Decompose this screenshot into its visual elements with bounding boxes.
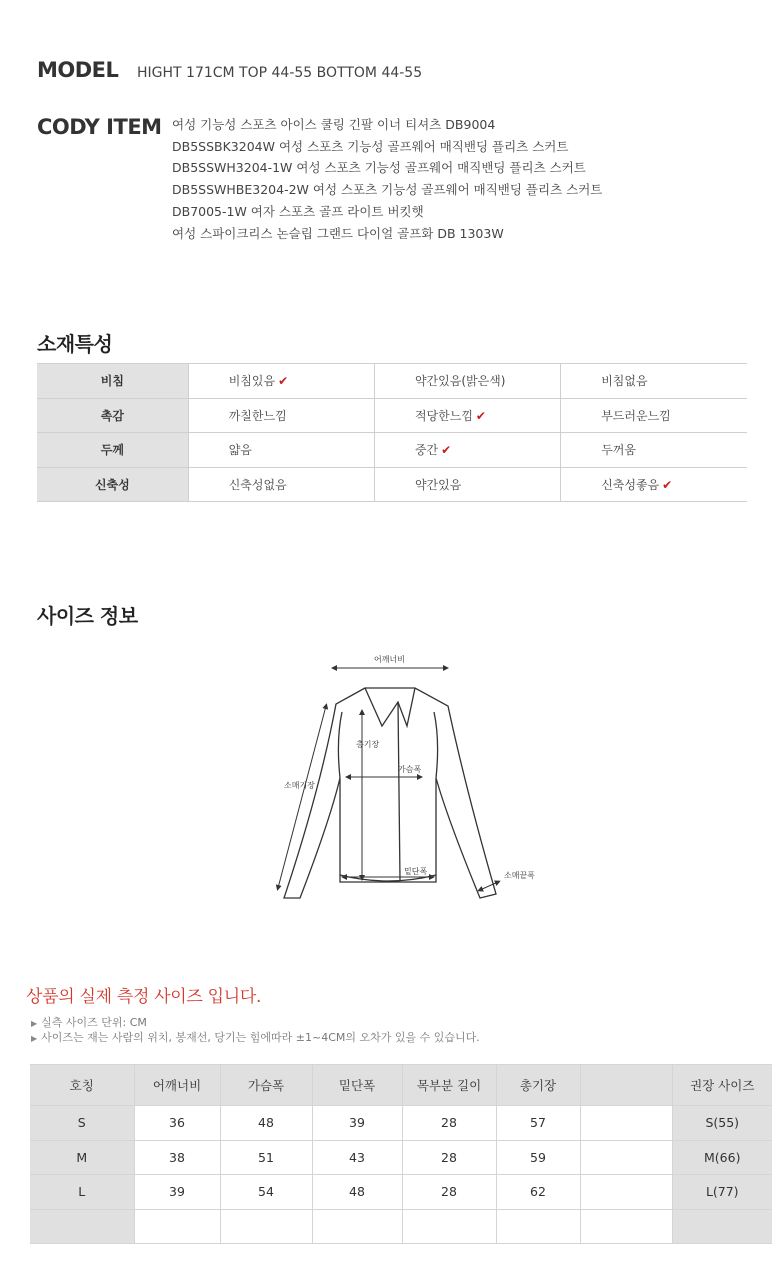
material-option bbox=[374, 467, 560, 502]
size-table-header-cell: 목부분 길이 bbox=[402, 1065, 496, 1106]
size-table-cell bbox=[580, 1209, 672, 1244]
size-table bbox=[30, 1064, 772, 1244]
size-table-header-cell: 밑단폭 bbox=[312, 1065, 402, 1106]
label-chest: 가슴폭 bbox=[398, 765, 422, 774]
material-option bbox=[188, 433, 374, 468]
material-option-label: 부드러운느낌 bbox=[601, 408, 671, 423]
note-item: ▶ 실측 사이즈 단위: CM bbox=[31, 1016, 480, 1031]
check-mark-icon: ✔ bbox=[475, 408, 486, 423]
size-table-cell: 48 bbox=[220, 1106, 312, 1141]
cody-item: DB5SSBK3204W 여성 스포츠 기능성 골프웨어 매직밴딩 플리츠 스커트 bbox=[172, 138, 569, 154]
material-row-label: 비침 bbox=[37, 364, 188, 399]
material-option-label: 신축성좋음 bbox=[601, 477, 660, 492]
material-option bbox=[374, 398, 560, 433]
size-table-header-cell bbox=[580, 1065, 672, 1106]
label-hem: 밑단폭 bbox=[404, 867, 428, 876]
check-mark-icon: ✔ bbox=[441, 443, 452, 458]
material-option-label: 약간있음 bbox=[414, 477, 462, 492]
material-option-label: 약간있음(밝은색) bbox=[414, 374, 506, 389]
material-option bbox=[561, 433, 747, 468]
material-option bbox=[374, 364, 560, 399]
size-table-cell: 59 bbox=[496, 1140, 580, 1175]
size-table-cell: S bbox=[30, 1106, 134, 1141]
size-table-row bbox=[30, 1209, 772, 1244]
label-total-length: 총기장 bbox=[356, 740, 380, 749]
size-table-cell: 54 bbox=[220, 1175, 312, 1210]
size-table-cell: 36 bbox=[134, 1106, 220, 1141]
size-table-header-cell: 총기장 bbox=[496, 1065, 580, 1106]
size-table-row bbox=[30, 1175, 772, 1210]
material-option bbox=[561, 467, 747, 502]
size-info-title: 사이즈 정보 bbox=[37, 604, 138, 628]
size-table-cell: L bbox=[30, 1175, 134, 1210]
cody-item-list bbox=[172, 114, 602, 244]
material-option bbox=[374, 433, 560, 468]
cody-item: DB7005-1W 여자 스포츠 골프 라이트 버킷햇 bbox=[172, 203, 424, 219]
material-option-label: 적당한느낌 bbox=[414, 408, 473, 423]
size-table-cell: S(55) bbox=[672, 1106, 772, 1141]
size-table-cell bbox=[580, 1175, 672, 1210]
material-row bbox=[37, 467, 747, 502]
size-table-cell: 28 bbox=[402, 1175, 496, 1210]
size-table-header-cell: 호칭 bbox=[30, 1065, 134, 1106]
size-table-row bbox=[30, 1140, 772, 1175]
size-table-header bbox=[30, 1065, 772, 1106]
material-option bbox=[561, 364, 747, 399]
material-row bbox=[37, 364, 747, 399]
measurement-notes bbox=[31, 1016, 480, 1046]
size-table-cell bbox=[220, 1209, 312, 1244]
size-table-cell bbox=[496, 1209, 580, 1244]
size-table-cell: 51 bbox=[220, 1140, 312, 1175]
size-table-cell: M bbox=[30, 1140, 134, 1175]
cody-item: DB5SSWHBE3204-2W 여성 스포츠 기능성 골프웨어 매직밴딩 플리츠 스커트 bbox=[172, 182, 603, 198]
material-option-label: 까칠한느낌 bbox=[228, 408, 287, 423]
size-table-cell bbox=[402, 1209, 496, 1244]
size-table-header-cell: 권장 사이즈 bbox=[672, 1065, 772, 1106]
material-title: 소재특성 bbox=[37, 332, 113, 356]
cody-item: 여성 기능성 스포츠 아이스 쿨링 긴팔 이너 티셔츠 DB9004 bbox=[172, 117, 496, 132]
size-table-cell: 39 bbox=[134, 1175, 220, 1210]
size-table-cell bbox=[672, 1209, 772, 1244]
size-table-cell bbox=[134, 1209, 220, 1244]
shirt-outline-icon bbox=[284, 688, 496, 898]
size-table-cell: 39 bbox=[312, 1106, 402, 1141]
cody-item: DB5SSWH3204-1W 여성 스포츠 기능성 골프웨어 매직밴딩 플리츠 스커트 bbox=[172, 160, 586, 176]
size-table-cell: 43 bbox=[312, 1140, 402, 1175]
size-table-cell: 57 bbox=[496, 1106, 580, 1141]
size-table-cell bbox=[580, 1140, 672, 1175]
size-table-cell: 28 bbox=[402, 1106, 496, 1141]
material-option-label: 비침있음 bbox=[228, 374, 276, 389]
material-option-label: 얇음 bbox=[228, 443, 252, 458]
material-option bbox=[188, 364, 374, 399]
measurement-notice: 상품의 실제 측정 사이즈 입니다. bbox=[26, 987, 262, 1007]
cody-item: 여성 스파이크리스 논슬립 그랜드 다이얼 골프화 DB 1303W bbox=[172, 225, 504, 241]
material-row-label: 촉감 bbox=[37, 398, 188, 433]
material-option-label: 비침없음 bbox=[601, 374, 648, 389]
check-mark-icon: ✔ bbox=[278, 374, 289, 389]
model-value: HIGHT 171CM TOP 44-55 BOTTOM 44-55 bbox=[137, 65, 423, 81]
material-option-label: 신축성없음 bbox=[228, 477, 287, 492]
size-table-cell bbox=[580, 1106, 672, 1141]
material-option-label: 두꺼움 bbox=[601, 443, 636, 458]
label-sleeve-length: 소매기장 bbox=[284, 781, 315, 790]
size-table-cell bbox=[30, 1209, 134, 1244]
size-table-cell: 38 bbox=[134, 1140, 220, 1175]
garment-measurement-diagram bbox=[270, 650, 540, 910]
material-row-label: 두께 bbox=[37, 433, 188, 468]
material-row bbox=[37, 398, 747, 433]
material-option-label: 중간 bbox=[414, 443, 439, 458]
material-table bbox=[37, 363, 747, 502]
size-table-cell: 62 bbox=[496, 1175, 580, 1210]
material-option bbox=[188, 467, 374, 502]
size-table-header-cell: 어깨너비 bbox=[134, 1065, 220, 1106]
material-row-label: 신축성 bbox=[37, 467, 188, 502]
size-table-cell: M(66) bbox=[672, 1140, 772, 1175]
size-table-header-cell: 가슴폭 bbox=[220, 1065, 312, 1106]
label-cuff: 소매끝폭 bbox=[504, 871, 535, 880]
size-table-cell: 48 bbox=[312, 1175, 402, 1210]
cody-item-section bbox=[37, 114, 602, 244]
check-mark-icon: ✔ bbox=[662, 477, 673, 492]
label-shoulder: 어깨너비 bbox=[374, 655, 405, 664]
cody-item-label: CODY ITEM bbox=[37, 115, 162, 139]
size-table-cell bbox=[312, 1209, 402, 1244]
note-item: ▶ 사이즈는 재는 사람의 위치, 봉재선, 당기는 힘에따라 ±1~4CM의 오차가 있을 수 있습니다. bbox=[31, 1031, 480, 1046]
material-option bbox=[188, 398, 374, 433]
size-table-cell: L(77) bbox=[672, 1175, 772, 1210]
size-table-cell: 28 bbox=[402, 1140, 496, 1175]
material-option bbox=[561, 398, 747, 433]
model-info bbox=[37, 58, 422, 82]
material-row bbox=[37, 433, 747, 468]
model-label: MODEL bbox=[37, 58, 119, 82]
size-table-row bbox=[30, 1106, 772, 1141]
